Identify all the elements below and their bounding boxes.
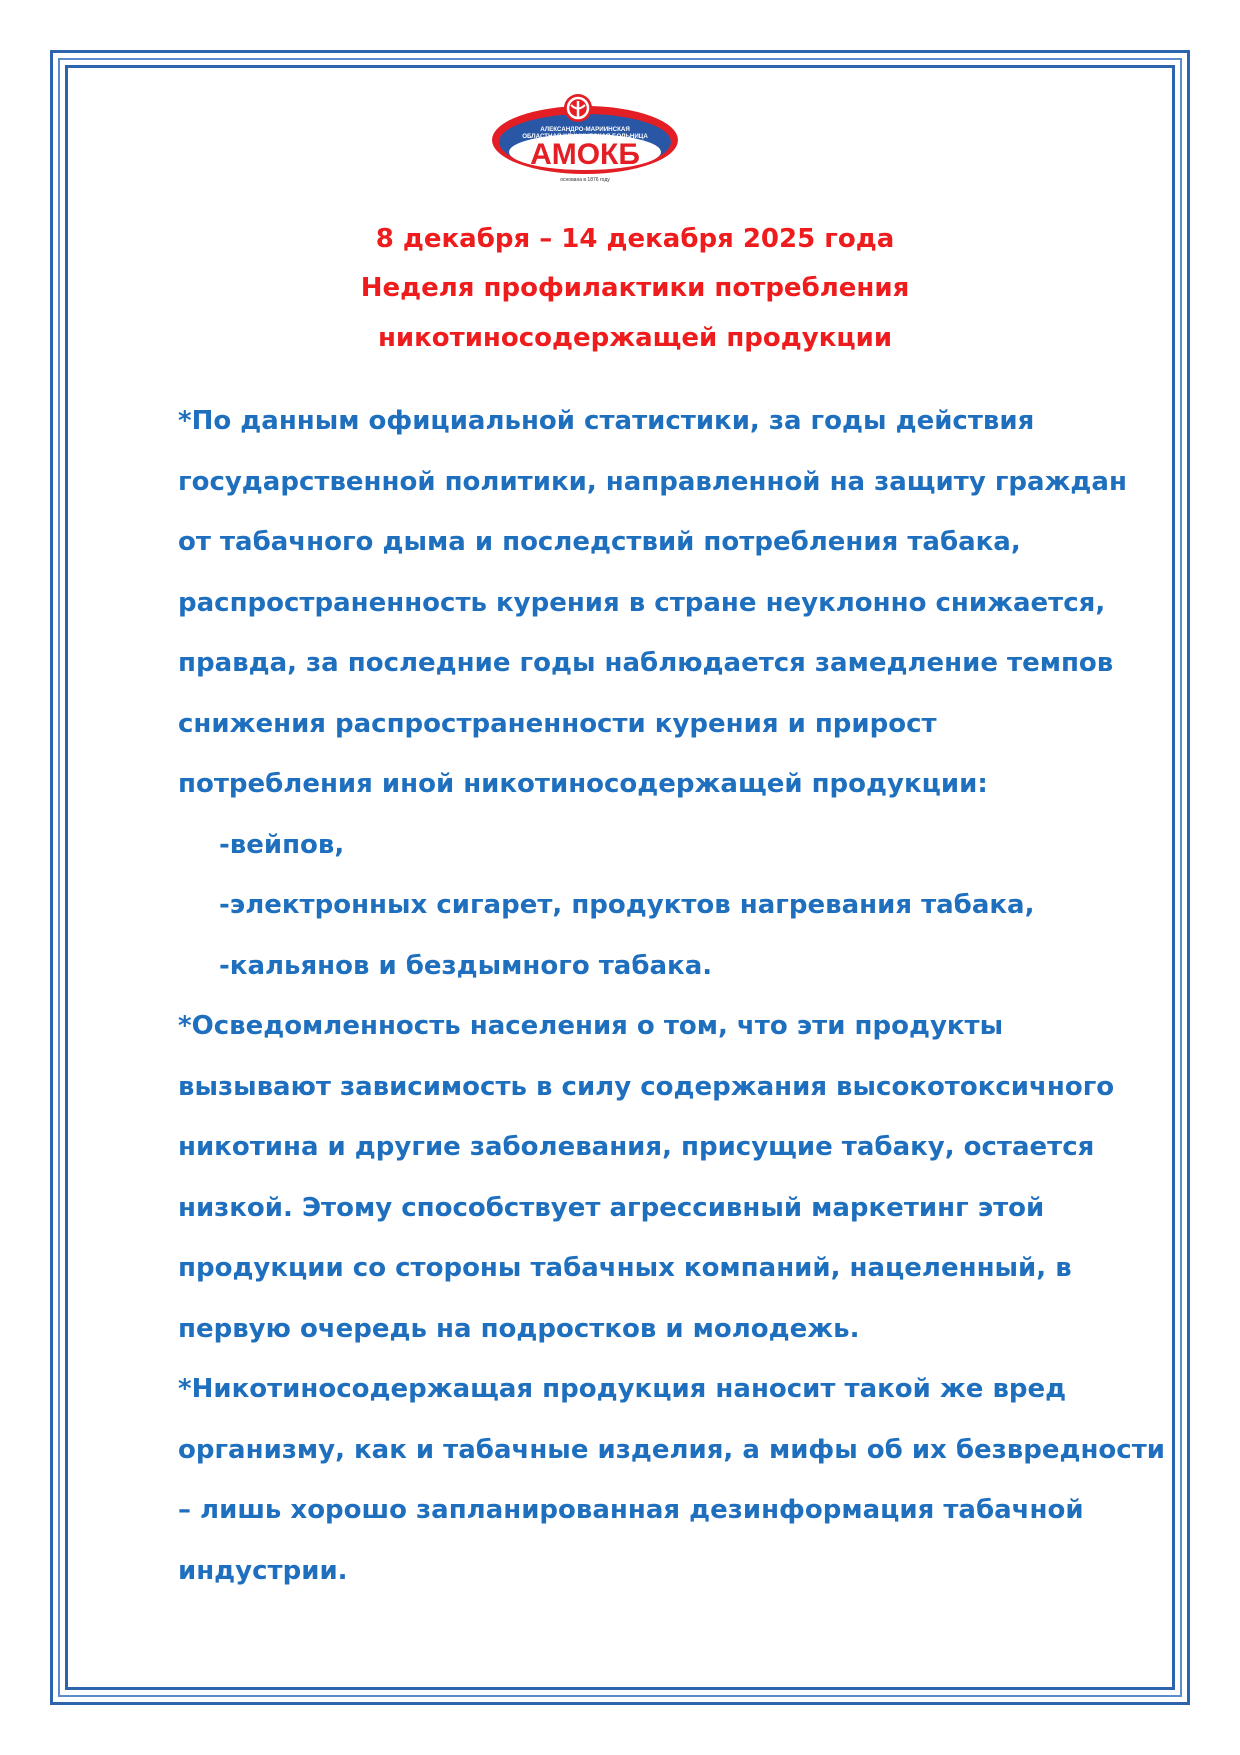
body-line: низкой. Этому способствует агрессивный маркетинг этой xyxy=(178,1193,1045,1223)
body-line: *Осведомленность населения о том, что эти продукты xyxy=(178,1011,1004,1041)
body-line: первую очередь на подростков и молодежь. xyxy=(178,1314,860,1344)
logo-founded: основана в 1876 году xyxy=(560,177,610,183)
header-dates: 8 декабря – 14 декабря 2025 года xyxy=(375,224,895,254)
body-line: – лишь хорошо запланированная дезинформация табачной xyxy=(178,1495,1084,1525)
body-line: никотина и другие заболевания, присущие табаку, остается xyxy=(178,1132,1095,1162)
body-line: организму, как и табачные изделия, а мифы об их безвредности xyxy=(178,1435,1165,1465)
body-line: государственной политики, направленной на защиту граждан xyxy=(178,467,1127,497)
body-line: снижения распространенности курения и прирост xyxy=(178,709,937,739)
body-line: *Никотиносодержащая продукция наносит такой же вред xyxy=(178,1374,1067,1404)
body-line: вызывают зависимость в силу содержания высокотоксичного xyxy=(178,1072,1115,1102)
body-line: *По данным официальной статистики, за годы действия xyxy=(178,406,1035,436)
body-line: потребления иной никотиносодержащей продукции: xyxy=(178,769,988,799)
logo-line-2: ОБЛАСТНАЯ КЛИНИЧЕСКАЯ БОЛЬНИЦА xyxy=(522,133,648,140)
list-item: -кальянов и бездымного табака. xyxy=(219,951,713,981)
body-line: распространенность курения в стране неуклонно снижается, xyxy=(178,588,1106,618)
header-title-line-1: Неделя профилактики потребления xyxy=(360,273,910,303)
logo-line-1: АЛЕКСАНДРО-МАРИИНСКАЯ xyxy=(540,126,630,133)
logo-abbr: АМОКБ xyxy=(530,138,640,171)
list-item: -электронных сигарет, продуктов нагревания табака, xyxy=(219,890,1035,920)
amokb-logo xyxy=(490,92,680,197)
body-line: продукции со стороны табачных компаний, нацеленный, в xyxy=(178,1253,1072,1283)
body-line: индустрии. xyxy=(178,1556,348,1586)
body-line: от табачного дыма и последствий потребления табака, xyxy=(178,527,1021,557)
header-title-line-2: никотиносодержащей продукции xyxy=(377,323,893,353)
list-item: -вейпов, xyxy=(219,830,345,860)
body-line: правда, за последние годы наблюдается замедление темпов xyxy=(178,648,1114,678)
